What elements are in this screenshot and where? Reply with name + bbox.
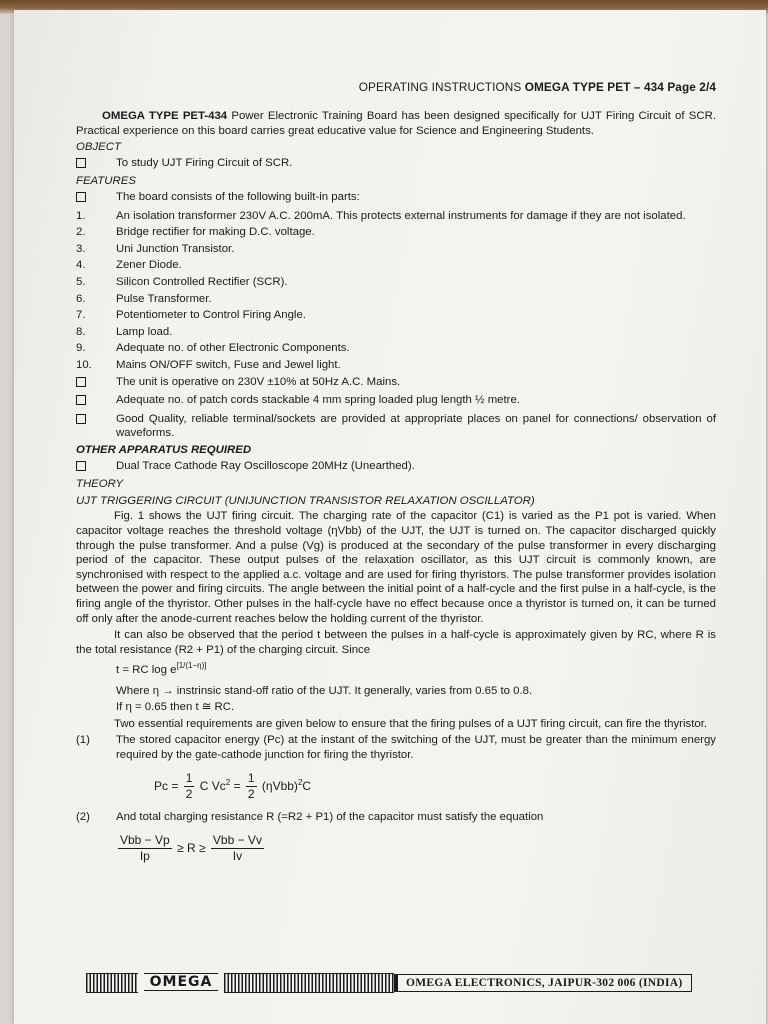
feature-item	[76, 190, 716, 207]
checkbox-bullet-icon	[76, 375, 116, 392]
object-item-text: To study UJT Firing Circuit of SCR.	[116, 156, 293, 169]
inequality-left-denominator: Ip	[139, 849, 150, 864]
half-numerator-2: 1	[246, 771, 257, 787]
theory-heading: THEORY	[76, 478, 124, 491]
omega-logo-text: OMEGA	[149, 974, 213, 990]
feature-item	[76, 258, 716, 273]
eta-example: If η = 0.65 then t ≅ RC.	[116, 701, 235, 714]
apparatus-heading: OTHER APPARATUS REQUIRED	[76, 443, 252, 456]
intro-paragraph	[76, 109, 716, 138]
period-formula-exponent: [1/(1−η)]	[176, 661, 207, 671]
half-fraction-2	[246, 771, 257, 803]
feature-text: The board consists of the following built-in parts:	[116, 191, 360, 204]
energy-equation-middle: C Vc	[199, 778, 226, 793]
theory-subheading: UJT TRIGGERING CIRCUIT (UNIJUNCTION TRANSISTOR RELAXATION OSCILLATOR)	[76, 494, 535, 507]
half-fraction	[184, 771, 195, 803]
feature-text: Adequate no. of patch cords stackable 4 mm spring loaded plug length ½ metre.	[116, 394, 520, 407]
theory-paragraph-1: Fig. 1 shows the UJT firing circuit. The charging rate of the capacitor (C1) is varied as the P1 pot is varied. When capacitor voltage reaches the threshold voltage (ηVbb) of the UJT, the UJT is turned on. The capacitor discharged quickly through the pulse transformer. And a pulse (Vg) is produced at the secondary of the pulse transformer in every discharging period of the capacitor. These output pulses of the relaxation oscillator, as this UJT circuit is commonly known, are synchronised with respect to the applied a.c. voltage and are used for firing thyristors. The pulse transformer provides isolation between the power and firing circuits. The angle between the initial point of a half-cycle and the first pulse in a half-cycle, is the firing angle of the thyristor. Other pulses in the half-cycle have no effect because once a thyristor is turned on, it can be turned off only after the anode-current reaches below the holding current of the thyristor.	[76, 510, 716, 625]
period-formula	[116, 661, 716, 677]
period-formula-base: t = RC log e	[116, 664, 177, 677]
footer-stripe-left	[86, 973, 138, 993]
document-page	[14, 10, 766, 1024]
features-heading: FEATURES	[76, 175, 136, 188]
omega-logo	[142, 972, 220, 994]
feature-text: Lamp load.	[116, 325, 173, 338]
page-content	[76, 80, 716, 873]
feature-item	[76, 225, 716, 240]
feature-number: 5.	[76, 276, 86, 289]
feature-number: 9.	[76, 342, 86, 355]
requirement-2-text: And total charging resistance R (=R2 + P1) of the capacitor must satisfy the equation	[116, 811, 544, 824]
page-footer	[86, 971, 702, 995]
energy-equation	[154, 771, 716, 803]
apparatus-item	[76, 459, 716, 476]
energy-equation-square: 2	[225, 777, 231, 787]
feature-number: 4.	[76, 259, 86, 272]
feature-text: Potentiometer to Control Firing Angle.	[116, 309, 306, 322]
feature-number: 2.	[76, 226, 86, 239]
feature-text: Pulse Transformer.	[116, 292, 212, 305]
feature-text: An isolation transformer 230V A.C. 200mA. This protects external instruments for damage if they are not isolated.	[116, 209, 686, 222]
inequality-right-denominator: Iv	[232, 849, 243, 864]
apparatus-item-text: Dual Trace Cathode Ray Oscilloscope 20MHz (Unearthed).	[116, 459, 415, 472]
checkbox-bullet-icon	[76, 412, 116, 429]
energy-equation-square-2: 2	[297, 777, 303, 787]
feature-text: Good Quality, reliable terminal/sockets are provided at appropriate places on panel for connections/ observation of waveforms.	[116, 412, 716, 440]
inequality-right-numerator: Vbb − Vv	[211, 833, 264, 849]
inequality-middle: ≥ R ≥	[177, 840, 209, 855]
company-address: OMEGA ELECTRONICS, JAIPUR-302 006 (INDIA)	[394, 974, 692, 992]
page-header	[76, 80, 716, 95]
energy-equation-equals: =	[233, 778, 244, 793]
feature-text: Mains ON/OFF switch, Fuse and Jewel light.	[116, 359, 341, 371]
intro-product-name: OMEGA TYPE PET-434	[102, 110, 228, 123]
energy-equation-rhs: (ηVbb)	[261, 778, 298, 793]
object-heading: OBJECT	[76, 141, 121, 154]
feature-item	[76, 275, 716, 290]
theory-paragraph-3: Two essential requirements are given below to ensure that the firing pulses of a UJT firing circuit, can fire the thyristor.	[114, 717, 708, 730]
half-denominator-2: 2	[247, 787, 255, 801]
energy-equation-end: C	[302, 778, 312, 793]
eta-definition: Where η → instrinsic stand-off ratio of the UJT. It generally, varies from 0.65 to 0.8.	[116, 684, 533, 697]
requirement-1	[76, 733, 716, 762]
half-numerator: 1	[184, 771, 195, 787]
checkbox-bullet-icon	[76, 393, 116, 410]
checkbox-bullet-icon	[76, 459, 116, 476]
feature-number: 8.	[76, 325, 86, 338]
checkbox-bullet-icon	[76, 190, 116, 207]
feature-item	[76, 393, 716, 410]
requirement-2	[76, 810, 716, 825]
checkbox-bullet-icon	[76, 156, 116, 173]
feature-item	[76, 308, 716, 323]
intro-text: Power Electronic Training Board has been designed specifically for UJT Firing Circuit of SCR. Practical experience on this board carries great educative value for Science and Engineering Students.	[76, 110, 716, 137]
resistance-inequality	[116, 833, 716, 865]
feature-item	[76, 242, 716, 257]
feature-number: 10.	[76, 359, 92, 371]
requirement-2-number: (2)	[76, 811, 90, 824]
header-prefix: OPERATING INSTRUCTIONS	[358, 80, 525, 94]
requirement-1-text: The stored capacitor energy (Pc) at the instant of the switching of the UJT, must be greater than the minimum energy required by the gate-cathode junction for firing the thyristor.	[116, 734, 716, 762]
half-denominator: 2	[185, 787, 193, 801]
feature-item	[76, 341, 716, 356]
features-list	[76, 190, 716, 441]
feature-number: 7.	[76, 309, 86, 322]
feature-item	[76, 209, 716, 224]
inequality-left-numerator: Vbb − Vp	[118, 833, 172, 849]
feature-item	[76, 358, 716, 373]
energy-equation-lhs: Pc =	[154, 778, 182, 793]
feature-text: Silicon Controlled Rectifier (SCR).	[116, 276, 288, 289]
requirement-1-number: (1)	[76, 734, 90, 747]
inequality-fraction-left	[118, 833, 172, 865]
feature-number: 3.	[76, 242, 86, 255]
feature-item	[76, 325, 716, 340]
feature-text: Adequate no. of other Electronic Components.	[116, 342, 350, 355]
footer-stripe-right	[224, 973, 394, 993]
feature-item	[76, 375, 716, 392]
feature-number: 6.	[76, 292, 86, 305]
feature-text: Uni Junction Transistor.	[116, 242, 235, 255]
theory-paragraph-2: It can also be observed that the period t between the pulses in a half-cycle is approximately given by RC, where R is the total resistance (R2 + P1) of the charging circuit. Since	[76, 629, 716, 656]
feature-number: 1.	[76, 209, 86, 222]
feature-text: Zener Diode.	[116, 259, 182, 272]
inequality-fraction-right	[211, 833, 264, 865]
feature-item	[76, 292, 716, 307]
object-item	[76, 156, 716, 173]
feature-text: The unit is operative on 230V ±10% at 50Hz A.C. Mains.	[116, 375, 401, 388]
feature-text: Bridge rectifier for making D.C. voltage.	[116, 226, 315, 239]
header-title: OMEGA TYPE PET – 434 Page 2/4	[524, 80, 716, 94]
feature-item	[76, 412, 716, 441]
